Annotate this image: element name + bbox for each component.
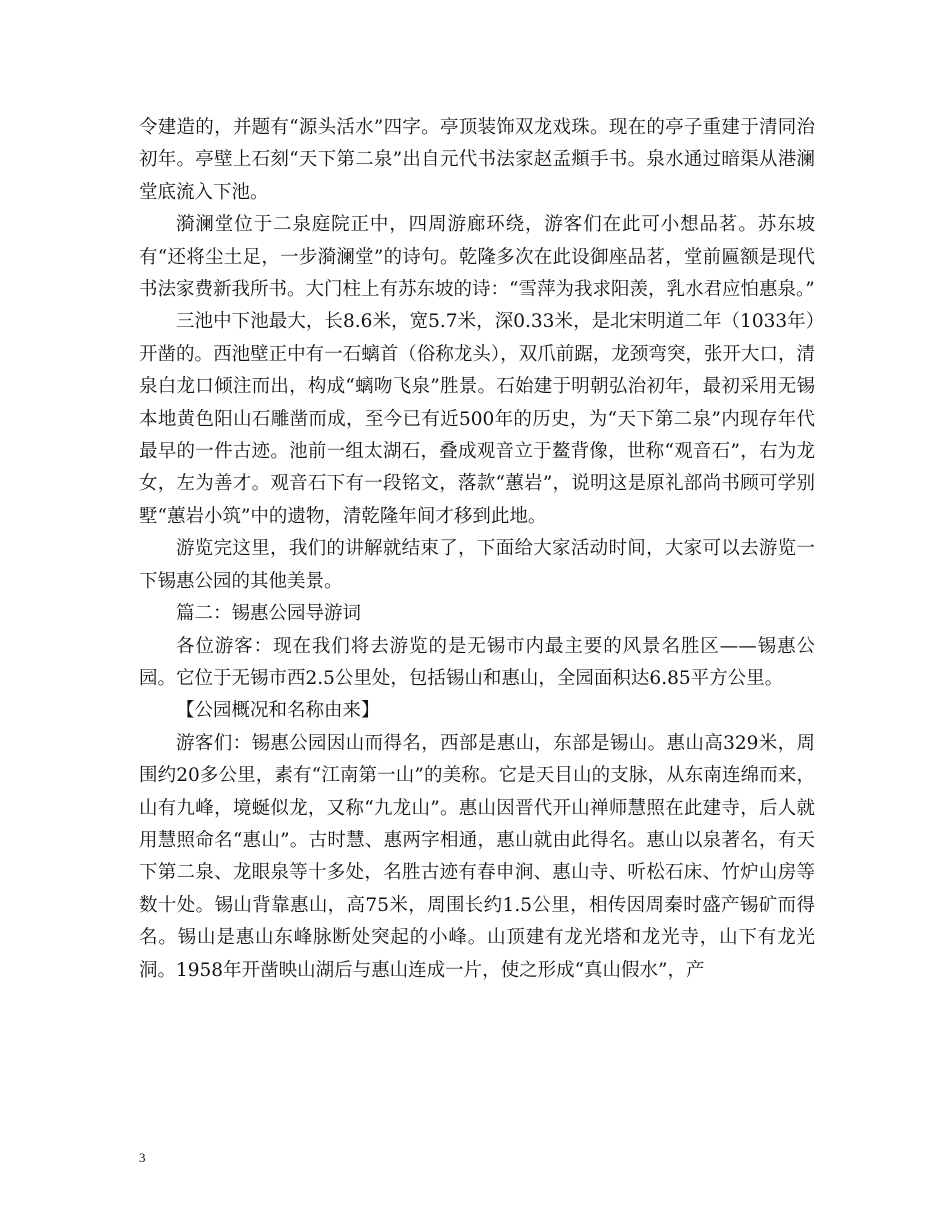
paragraph-1: 令建造的，并题有“源头活水”四字。亭顶装饰双龙戏珠。现在的亭子重建于清同治初年。亭壁上石刻“天下第二泉”出自元代书法家赵孟頫手书。泉水通过暗渠从港澜堂底流入下池。 (139, 117, 815, 203)
section-title: 篇二：锡惠公园导游词 (176, 603, 362, 625)
section-subheading: 【公园概况和名称由来】 (176, 700, 380, 722)
paragraph-overview: 游客们：锡惠公园因山而得名，西部是惠山，东部是锡山。惠山高329米，周围约20多公里，素有“江南第一山”的美称。它是天目山的支脉，从东南连绵而来，山有九峰，境蜒似龙，又称“九龙山”。惠山因晋代开山禅师慧照在此建寺，后人就用慧照命名“惠山”。古时慧、惠两字相通，惠山就由此得名。惠山以泉著名，有天下第二泉、龙眼泉等十多处，名胜古迹有春申涧、惠山寺、听松石床、竹炉山房等数十处。锡山背靠惠山，高75米，周围长约1.5公里，相传因周秦时盛产锡矿而得名。锡山是惠山东峰脉断处突起的小峰。山顶建有龙光塔和龙光寺，山下有龙光洞。1958年开凿映山湖后与惠山连成一片，使之形成“真山假水”，产 (139, 732, 815, 981)
page-number: 3 (139, 1150, 146, 1165)
paragraph-intro: 各位游客：现在我们将去游览的是无锡市内最主要的风景名胜区——锡惠公园。它位于无锡市西2.5公里处，包括锡山和惠山，全园面积达6.85平方公里。 (139, 635, 815, 689)
paragraph-4: 游览完这里，我们的讲解就结束了，下面给大家活动时间，大家可以去游览一下锡惠公园的其他美景。 (139, 538, 815, 592)
document-body (139, 112, 815, 987)
paragraph-3: 三池中下池最大，长8.6米，宽5.7米，深0.33米，是北宋明道二年（1033年）开凿的。西池壁正中有一石螭首（俗称龙头），双爪前踞，龙颈弯突，张开大口，清泉白龙口倾注而出，构成“螭吻飞泉”胜景。石始建于明朝弘治初年，最初采用无锡本地黄色阳山石雕凿而成，至今已有近500年的历史，为“天下第二泉”内现存年代最早的一件古迹。池前一组太湖石，叠成观音立于鳌背像，世称“观音石”，右为龙女，左为善才。观音石下有一段铭文，落款“蕙岩”，说明这是原礼部尚书顾可学别墅“蕙岩小筑”中的遗物，清乾隆年间才移到此地。 (139, 311, 815, 527)
paragraph-2: 漪澜堂位于二泉庭院正中，四周游廊环绕，游客们在此可小想品茗。苏东坡有“还将尘土足，一步漪澜堂”的诗句。乾隆多次在此设御座品茗，堂前匾额是现代书法家费新我所书。大门柱上有苏东坡的诗：“雪萍为我求阳羡，乳水君应怕惠泉。” (139, 214, 815, 301)
